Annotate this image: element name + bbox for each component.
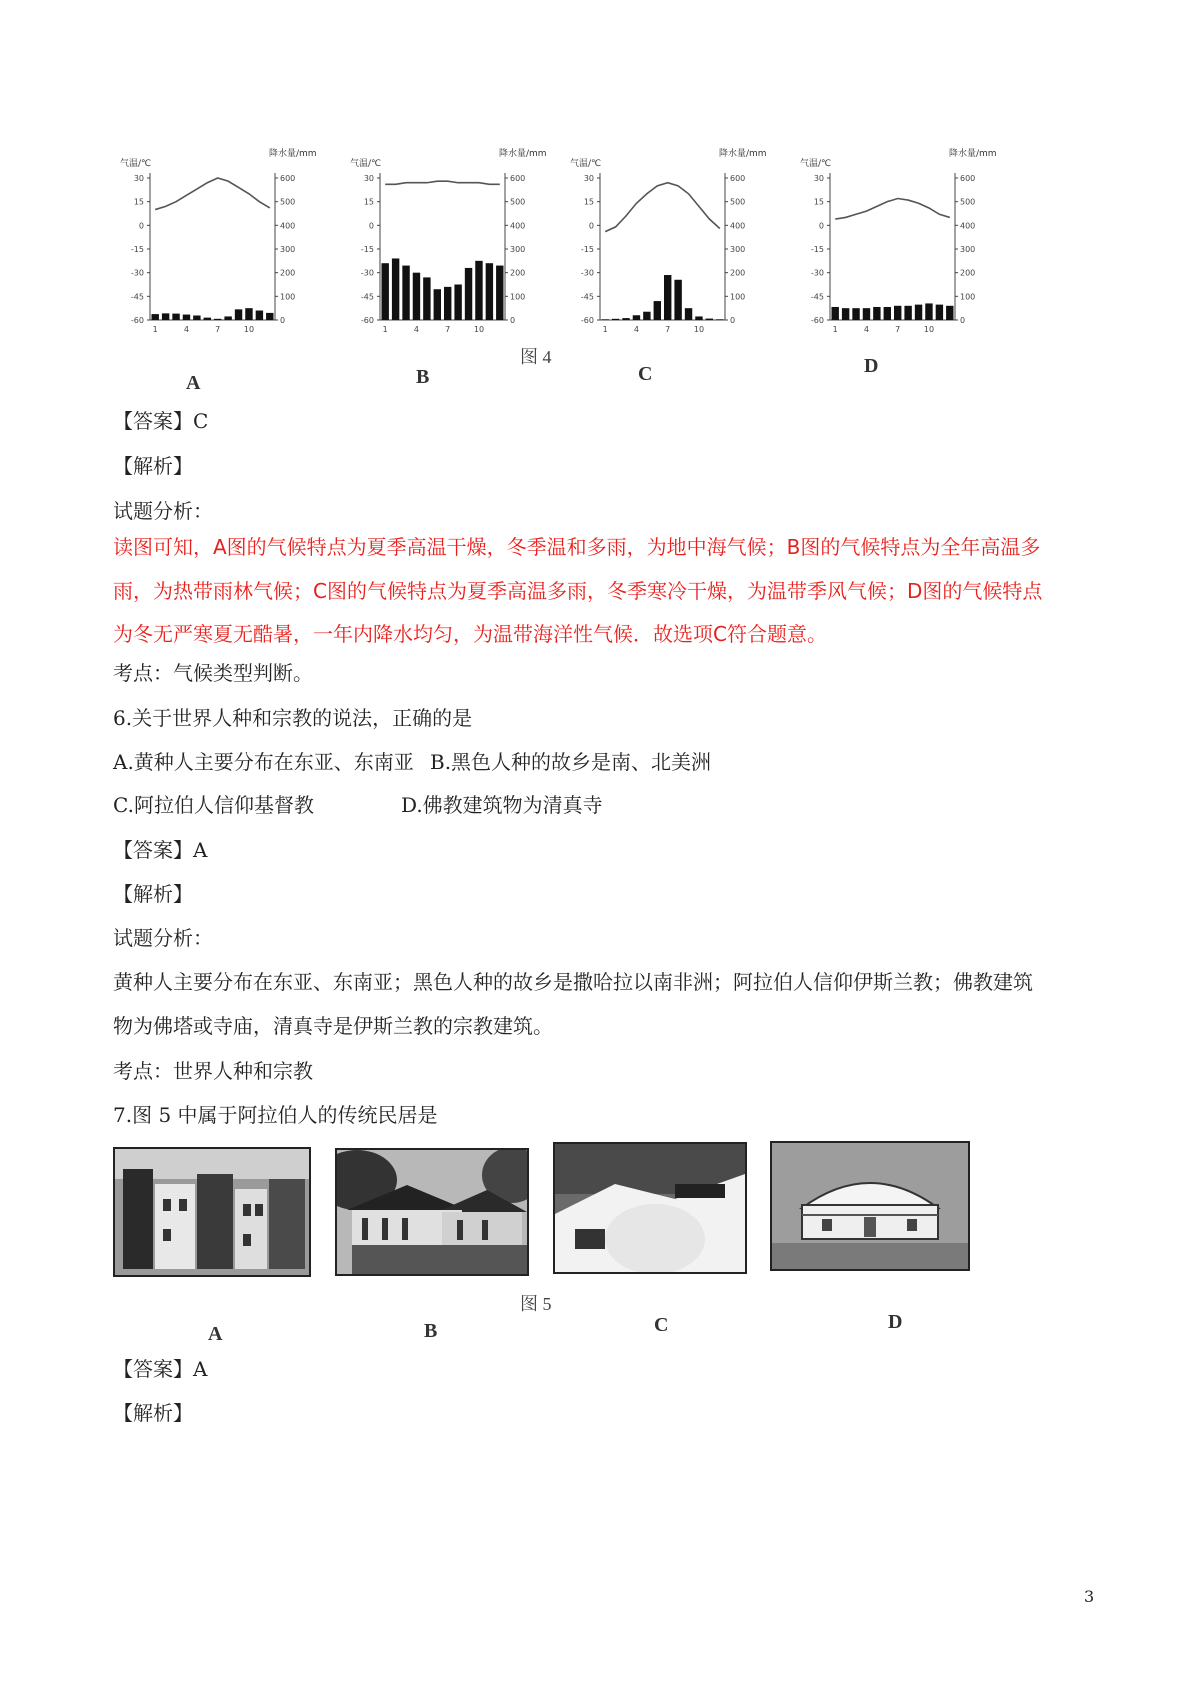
climate-charts xyxy=(100,138,1100,398)
precip-bar xyxy=(915,305,922,320)
precip-tick-label: 300 xyxy=(960,245,976,254)
precip-bar xyxy=(925,303,932,320)
precip-bar xyxy=(204,318,211,320)
figure-5-letter-d: D xyxy=(888,1311,903,1333)
precip-bar xyxy=(695,316,702,320)
q6-option-a: A.黄种人主要分布在东亚、东南亚 xyxy=(113,750,414,774)
precip-tick-label: 600 xyxy=(960,174,976,183)
figure-5-caption: 图 5 xyxy=(520,1294,552,1314)
figure-4-letter-d: D xyxy=(864,355,879,377)
precip-bar xyxy=(183,315,190,320)
temp-tick-label: 0 xyxy=(138,221,144,231)
precip-tick-label: 400 xyxy=(510,221,526,231)
q6-option-c: C.阿拉伯人信仰基督教 xyxy=(113,793,314,817)
precip-bar xyxy=(643,312,650,320)
precip-tick-label: 400 xyxy=(280,221,296,231)
precip-bar xyxy=(193,316,200,320)
temp-tick-label: 15 xyxy=(813,197,824,207)
precip-bar xyxy=(884,307,891,320)
precip-tick-label: 0 xyxy=(510,316,516,325)
month-tick-label: 10 xyxy=(693,325,705,334)
precip-bar xyxy=(633,315,640,320)
temp-tick-label: -30 xyxy=(360,268,374,278)
precip-bar xyxy=(873,307,880,320)
temp-axis-label: 气温/℃ xyxy=(800,159,832,169)
temperature-line xyxy=(155,178,270,210)
precip-tick-label: 0 xyxy=(960,316,966,325)
precip-bar xyxy=(486,263,493,320)
precip-bar xyxy=(454,285,461,321)
precip-bar xyxy=(423,277,430,320)
precip-tick-label: 200 xyxy=(730,268,746,278)
figure-4-letter-a: A xyxy=(186,372,201,394)
precip-tick-label: 200 xyxy=(510,268,526,278)
precip-axis-label: 降水量/mm xyxy=(719,149,767,159)
temp-tick-label: 15 xyxy=(133,197,144,207)
temp-tick-label: 0 xyxy=(368,221,374,231)
temp-tick-label: 15 xyxy=(583,197,594,207)
temperature-line xyxy=(605,183,720,232)
temp-tick-label: 30 xyxy=(583,174,594,183)
precip-bar xyxy=(465,268,472,320)
precip-bar xyxy=(716,319,723,320)
q6-question: 6.关于世界人种和宗教的说法，正确的是 xyxy=(113,706,473,730)
precip-tick-label: 300 xyxy=(280,245,296,254)
q6-analysis-intro: 试题分析： xyxy=(113,926,213,950)
precip-tick-label: 200 xyxy=(960,268,976,278)
temp-axis-label: 气温/℃ xyxy=(350,159,382,169)
precip-tick-label: 100 xyxy=(280,292,296,302)
precip-bar xyxy=(266,313,273,320)
precip-tick-label: 400 xyxy=(960,221,976,231)
precip-bar xyxy=(224,316,231,320)
q5-analysis-line: 读图可知，A图的气候特点为夏季高温干燥，冬季温和多雨，为地中海气候；B图的气候特点为全年高温多 xyxy=(113,535,1041,559)
precip-bar xyxy=(214,319,221,320)
precip-bar xyxy=(496,266,503,320)
precip-bar xyxy=(622,318,629,320)
precip-tick-label: 0 xyxy=(730,316,736,325)
precip-bar xyxy=(842,308,849,320)
precip-bar xyxy=(245,308,252,320)
figure-5-letter-b: B xyxy=(424,1320,438,1342)
figure-5-letter-c: C xyxy=(654,1314,669,1336)
temp-tick-label: -30 xyxy=(580,268,594,278)
month-tick-label: 4 xyxy=(863,325,870,334)
precip-tick-label: 0 xyxy=(280,316,286,325)
month-tick-label: 7 xyxy=(895,325,901,334)
temp-tick-label: -15 xyxy=(130,245,144,254)
month-tick-label: 7 xyxy=(445,325,451,334)
precip-tick-label: 500 xyxy=(730,197,746,207)
precip-bar xyxy=(863,308,870,320)
precip-tick-label: 600 xyxy=(280,174,296,183)
month-tick-label: 1 xyxy=(382,325,388,334)
temp-tick-label: -60 xyxy=(360,316,374,325)
precip-bar xyxy=(602,319,609,320)
precip-bar xyxy=(413,273,420,320)
figure-4 xyxy=(100,138,1100,398)
temp-tick-label: -15 xyxy=(580,245,594,254)
precip-bar xyxy=(612,319,619,320)
q6-analysis-line: 物为佛塔或寺庙，清真寺是伊斯兰教的宗教建筑。 xyxy=(113,1014,553,1038)
precip-bar xyxy=(664,275,671,320)
temperature-line xyxy=(385,181,500,184)
precip-tick-label: 600 xyxy=(510,174,526,183)
temp-tick-label: -45 xyxy=(130,292,144,302)
q5-point: 考点：气候类型判断。 xyxy=(113,661,313,685)
precip-tick-label: 400 xyxy=(730,221,746,231)
month-tick-label: 4 xyxy=(633,325,640,334)
precip-bar xyxy=(946,306,953,320)
month-tick-label: 7 xyxy=(665,325,671,334)
temp-tick-label: -45 xyxy=(580,292,594,302)
q7-answer: 【答案】A xyxy=(113,1357,208,1381)
precip-bar xyxy=(382,263,389,320)
month-tick-label: 1 xyxy=(602,325,608,334)
q7-question: 7.图 5 中属于阿拉伯人的传统民居是 xyxy=(113,1103,438,1127)
precip-tick-label: 300 xyxy=(510,245,526,254)
precip-tick-label: 500 xyxy=(960,197,976,207)
precip-bar xyxy=(172,314,179,320)
precip-bar xyxy=(674,280,681,320)
figure-5-photo-a xyxy=(113,1147,311,1277)
temp-tick-label: 30 xyxy=(133,174,144,183)
q5-analysis-line: 雨，为热带雨林气候；C图的气候特点为夏季高温多雨，冬季寒冷干燥，为温带季风气候；D图的气候特点 xyxy=(113,579,1043,603)
temp-tick-label: -60 xyxy=(580,316,594,325)
temp-tick-label: 30 xyxy=(363,174,374,183)
figure-5-letter-a: A xyxy=(208,1323,223,1345)
month-tick-label: 7 xyxy=(215,325,221,334)
q6-point: 考点：世界人种和宗教 xyxy=(113,1059,313,1083)
q5-analysis-intro: 试题分析： xyxy=(113,499,213,523)
month-tick-label: 10 xyxy=(923,325,935,334)
figure-4-letter-b: B xyxy=(416,366,430,388)
precip-bar xyxy=(706,319,713,320)
precip-bar xyxy=(685,308,692,320)
precip-tick-label: 500 xyxy=(280,197,296,207)
temp-tick-label: -15 xyxy=(360,245,374,254)
q6-answer: 【答案】A xyxy=(113,838,208,862)
precip-bar xyxy=(475,261,482,320)
q5-analysis-line: 为冬无严寒夏无酷暑，一年内降水均匀，为温带海洋性气候．故选项C符合题意。 xyxy=(113,622,827,646)
figure-5-photo-d xyxy=(770,1141,970,1271)
temp-tick-label: 0 xyxy=(588,221,594,231)
precip-tick-label: 100 xyxy=(730,292,746,302)
precip-bar xyxy=(654,301,661,320)
temp-tick-label: -30 xyxy=(810,268,824,278)
precip-bar xyxy=(162,313,169,320)
figure-5-photo-c xyxy=(553,1142,747,1274)
temp-tick-label: -45 xyxy=(360,292,374,302)
precip-bar xyxy=(152,314,159,320)
precip-tick-label: 200 xyxy=(280,268,296,278)
temp-tick-label: 15 xyxy=(363,197,374,207)
month-tick-label: 4 xyxy=(183,325,190,334)
figure-4-letter-c: C xyxy=(638,363,653,385)
precip-tick-label: 600 xyxy=(730,174,746,183)
precip-tick-label: 300 xyxy=(730,245,746,254)
precip-bar xyxy=(936,305,943,320)
q6-option-b: B.黑色人种的故乡是南、北美洲 xyxy=(430,750,712,774)
precip-axis-label: 降水量/mm xyxy=(499,149,547,159)
figure-5-photo-b xyxy=(335,1148,529,1276)
precip-bar xyxy=(235,309,242,320)
precip-bar xyxy=(392,258,399,320)
page-number: 3 xyxy=(1084,1587,1095,1606)
precip-bar xyxy=(894,306,901,320)
precip-bar xyxy=(444,287,451,320)
temp-tick-label: 0 xyxy=(818,221,824,231)
month-tick-label: 10 xyxy=(473,325,485,334)
q5-analysis-head: 【解析】 xyxy=(113,454,193,478)
temp-axis-label: 气温/℃ xyxy=(570,159,602,169)
temp-tick-label: -45 xyxy=(810,292,824,302)
q6-option-d: D.佛教建筑物为清真寺 xyxy=(401,793,603,817)
temp-tick-label: -15 xyxy=(810,245,824,254)
precip-tick-label: 100 xyxy=(510,292,526,302)
precip-bar xyxy=(832,307,839,320)
precip-axis-label: 降水量/mm xyxy=(269,149,317,159)
precip-tick-label: 500 xyxy=(510,197,526,207)
month-tick-label: 1 xyxy=(832,325,838,334)
temperature-line xyxy=(835,199,950,220)
temp-tick-label: 30 xyxy=(813,174,824,183)
temp-tick-label: -30 xyxy=(130,268,144,278)
q6-analysis-line: 黄种人主要分布在东亚、东南亚；黑色人种的故乡是撒哈拉以南非洲；阿拉伯人信仰伊斯兰教；佛教建筑 xyxy=(113,970,1033,994)
q6-analysis-head: 【解析】 xyxy=(113,882,193,906)
temp-tick-label: -60 xyxy=(130,316,144,325)
temp-axis-label: 气温/℃ xyxy=(120,159,152,169)
figure-4-caption: 图 4 xyxy=(520,347,552,367)
month-tick-label: 4 xyxy=(413,325,420,334)
precip-bar xyxy=(256,311,263,320)
precip-axis-label: 降水量/mm xyxy=(949,149,997,159)
q7-analysis-head: 【解析】 xyxy=(113,1401,193,1425)
month-tick-label: 1 xyxy=(152,325,158,334)
precip-bar xyxy=(852,308,859,320)
temp-tick-label: -60 xyxy=(810,316,824,325)
precip-bar xyxy=(904,306,911,320)
precip-bar xyxy=(434,289,441,320)
precip-tick-label: 100 xyxy=(960,292,976,302)
month-tick-label: 10 xyxy=(243,325,255,334)
precip-bar xyxy=(402,266,409,320)
q5-answer: 【答案】C xyxy=(113,409,209,433)
